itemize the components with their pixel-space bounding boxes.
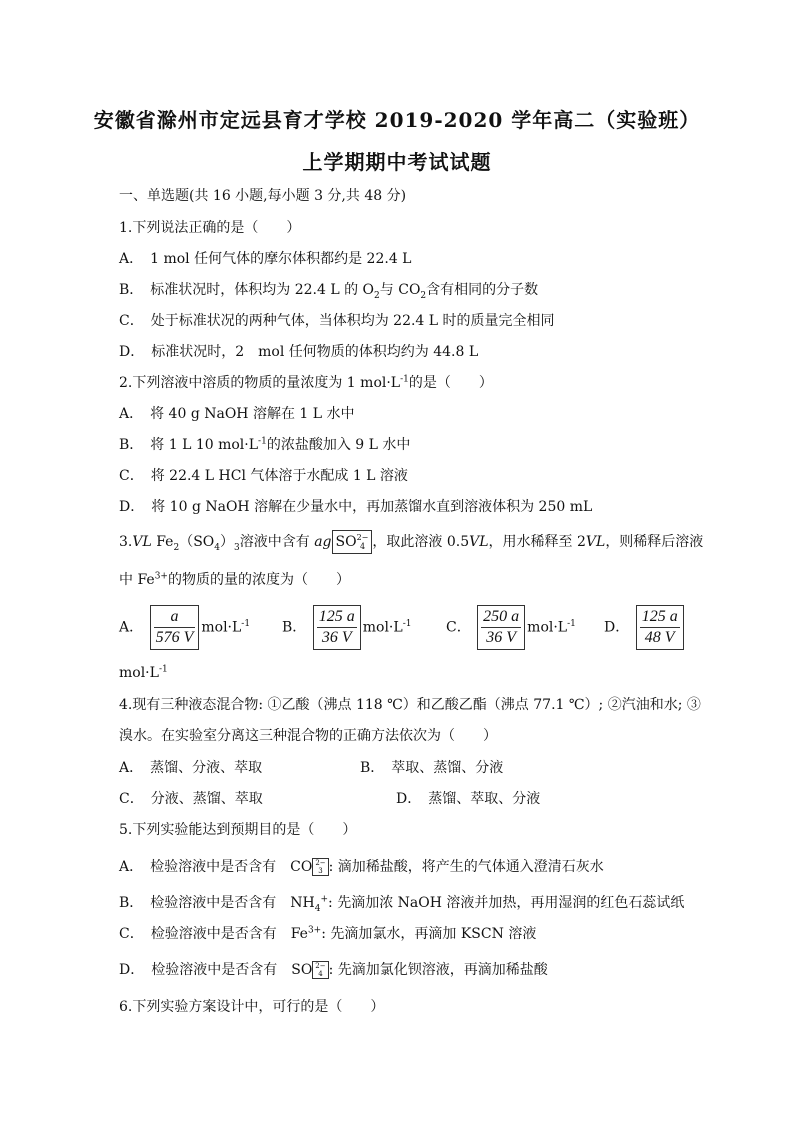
- q1-option-c: C． 处于标准状况的两种气体，当体积均为 22.4 L 时的质量完全相同: [119, 313, 555, 329]
- q4-stem-line-2: 溴水。在实验室分离这三种混合物的正确方法依次为（ ）: [119, 728, 497, 744]
- q4-option-b: B． 萃取、蒸馏、分液: [360, 760, 504, 776]
- q3-stem-line-2: 中 $Fe^{3+}$的物质的量的浓度为（ ）: [119, 571, 350, 588]
- q5-option-a: A． 检验溶液中是否含有 CO 2− 3 : 滴加稀盐酸，将产生的气体通入澄清石灰水: [119, 859, 604, 875]
- q2-stem: 2.下列溶液中溶质的物质的量浓度为 1 $mol\cdot L^{-1}$的是（ ）: [119, 374, 493, 391]
- q5-option-b: B． 检验溶液中是否含有 $NH_4^+$: 先滴加浓 NaOH 溶液并加热，再用湿润的红色石蕊试纸: [119, 894, 685, 914]
- sulfate-ion-box: SO2− 4: [332, 530, 373, 554]
- q6-stem: 6.下列实验方案设计中，可行的是（ ）: [119, 999, 385, 1015]
- fraction-box: $\frac{125 a}{36 V}$: [313, 605, 361, 650]
- q1-option-d: D． 标准状况时，2 mol 任何物质的体积均约为 44.8 L: [119, 344, 479, 360]
- fraction-box: $\frac{125 a}{48 V}$: [636, 605, 684, 650]
- q1-option-a: A． 1 mol 任何气体的摩尔体积都约是 22.4 L: [119, 251, 412, 267]
- q3-stem-line-1: 3.VL $Fe_2(SO_4)_3$溶液中含有 ag SO2− 4 ，取此溶液 0.5VL，用水稀释至 2VL，则稀释后溶液: [119, 530, 703, 554]
- title-line-1: 安徽省滁州市定远县育才学校 2019-2020 学年高二（实验班）: [93, 108, 701, 132]
- ion-charge-box: 2− 4: [312, 961, 328, 979]
- fraction-box: $\frac{250 a}{36 V}$: [477, 605, 525, 650]
- q2-option-b: B． 将 1 L 10 $mol\cdot L^{-1}$的浓盐酸加入 9 L 水中: [119, 436, 411, 453]
- q4-option-a: A． 蒸馏、分液、萃取: [119, 760, 263, 776]
- q2-option-c: C． 将 22.4 L HCl 气体溶于水配成 1 L 溶液: [119, 468, 408, 484]
- q5-option-c: C． 检验溶液中是否含有 $Fe^{3+}$: 先滴加氯水，再滴加 KSCN 溶液: [119, 925, 537, 942]
- q3-option-b: B． $\frac{125 a}{36 V}$ $mol\cdot L^{-1}$: [282, 605, 411, 650]
- fraction-box: $\frac{a}{576 V}$: [150, 605, 200, 650]
- q4-option-d: D． 蒸馏、萃取、分液: [396, 791, 541, 807]
- q5-stem: 5.下列实验能达到预期目的是（ ）: [119, 822, 357, 838]
- ion-charge-box: 2− 3: [312, 858, 328, 876]
- title-line-2: 上学期期中考试试题: [302, 150, 492, 174]
- q1-option-b: B． 标准状况时，体积均为 22.4 L 的 $O_2$与 $CO_2$含有相同的分子数: [119, 282, 539, 301]
- q5-option-d: D． 检验溶液中是否含有 SO 2− 4 : 先滴加氯化钡溶液，再滴加稀盐酸: [119, 962, 548, 978]
- q3-option-d: D． $\frac{125 a}{48 V}$: [604, 605, 686, 650]
- q3-option-a: A． $\frac{a}{576 V}$ $mol\cdot L^{-1}$: [119, 605, 250, 650]
- section-heading: 一、单选题(共 16 小题,每小题 3 分,共 48 分): [119, 188, 407, 204]
- q4-option-c: C． 分液、蒸馏、萃取: [119, 791, 263, 807]
- q4-stem-line-1: 4.现有三种液态混合物: ①乙酸（沸点 118 ℃）和乙酸乙酯（沸点 77.1 ℃）; ②汽油和水; ③: [119, 697, 701, 713]
- q3-option-c: C． $\frac{250 a}{36 V}$ $mol\cdot L^{-1}$: [446, 605, 576, 650]
- q2-option-a: A． 将 40 g NaOH 溶解在 1 L 水中: [119, 406, 355, 422]
- q3-option-d-unit: $mol\cdot L^{-1}$: [119, 664, 168, 681]
- q2-option-d: D． 将 10 g NaOH 溶解在少量水中，再加蒸馏水直到溶液体积为 250 mL: [119, 499, 593, 515]
- q1-stem: 1.下列说法正确的是（ ）: [119, 220, 301, 236]
